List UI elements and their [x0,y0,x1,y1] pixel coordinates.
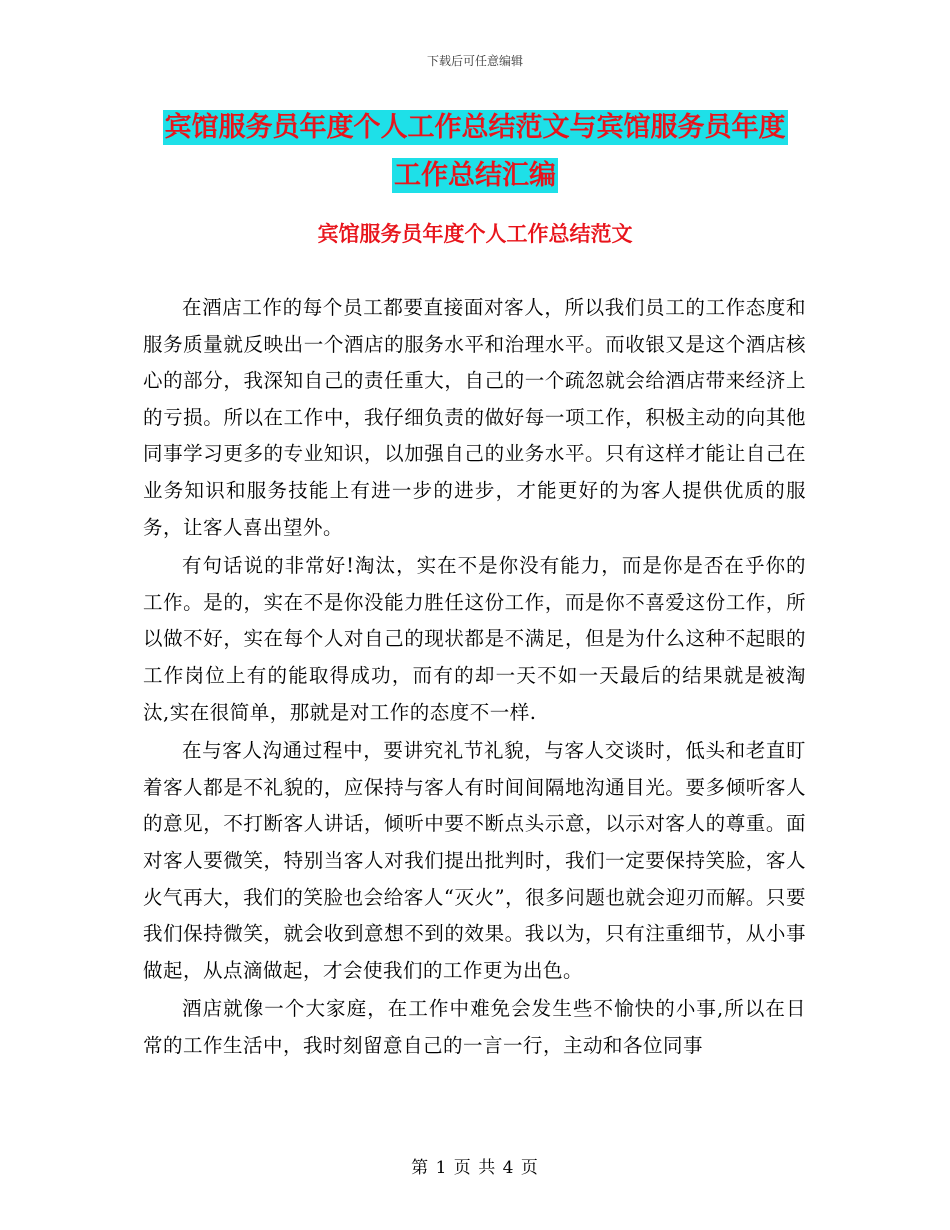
body-text [143,290,806,1066]
header-note: 下载后可任意编辑 [426,54,523,68]
document-title-line-2: 工作总结汇编 [394,160,556,191]
paragraph: 在酒店工作的每个员工都要直接面对客人，所以我们员工的工作态度和服务质量就反映出一个酒店的服务水平和治理水平。而收银又是这个酒店核心的部分，我深知自己的责任重大，自己的一个疏忽就会给酒店带来经济上的亏损。所以在工作中，我仔细负责的做好每一项工作，积极主动的向其他同事学习更多的专业知识，以加强自己的业务水平。只有这样才能让自己在业务知识和服务技能上有进一步的进步，才能更好的为客人提供优质的服务，让客人喜出望外。 [143,296,806,539]
paragraph: 酒店就像一个大家庭，在工作中难免会发生些不愉快的小事,所以在日常的工作生活中，我时刻留意自己的一言一行，主动和各位同事 [143,997,806,1057]
document-title [150,104,800,200]
paragraph: 有句话说的非常好!淘汰，实在不是你没有能力，而是你是否在乎你的工作。是的，实在不是你没能力胜任这份工作，而是你不喜爱这份工作，所以做不好，实在每个人对自己的现状都是不满足，但是为什么这种不起眼的工作岗位上有的能取得成功，而有的却一天不如一天最后的结果就是被淘汰,实在很简单，那就是对工作的态度不一样. [143,554,806,724]
paragraph: 在与客人沟通过程中，要讲究礼节礼貌，与客人交谈时，低头和老直盯着客人都是不礼貌的，应保持与客人有时间间隔地沟通目光。要多倾听客人的意见，不打断客人讲话，倾听中要不断点头示意，以示对客人的尊重。面对客人要微笑，特别当客人对我们提出批判时，我们一定要保持笑脸，客人火气再大，我们的笑脸也会给客人“灭火”，很多问题也就会迎刃而解。只要我们保持微笑，就会收到意想不到的效果。我以为，只有注重细节，从小事做起，从点滴做起，才会使我们的工作更为出色。 [143,739,806,982]
page-footer: 第 1 页 共 4 页 [411,1158,539,1178]
document-title-line-1: 宾馆服务员年度个人工作总结范文与宾馆服务员年度 [164,112,786,143]
section-title: 宾馆服务员年度个人工作总结范文 [317,222,633,246]
